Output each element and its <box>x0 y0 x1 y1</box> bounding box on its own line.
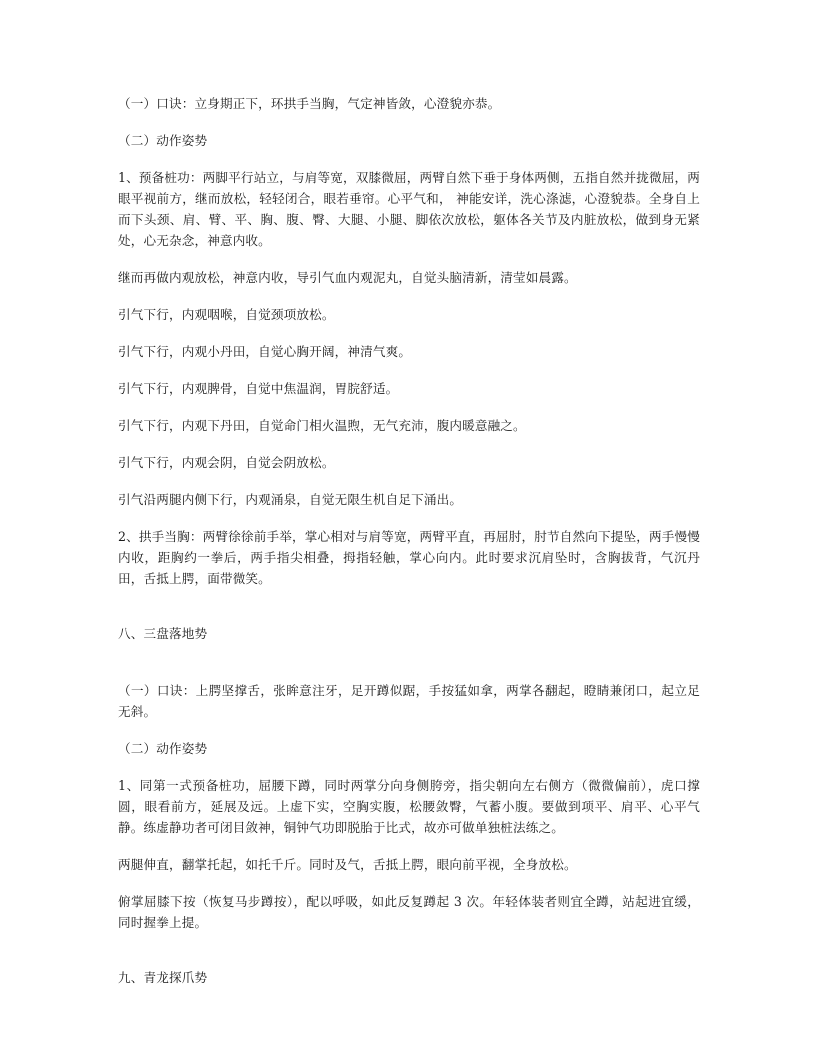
subsection-title: （二）动作姿势 <box>118 741 208 756</box>
body-paragraph: 1、预备桩功：两脚平行站立，与肩等宽，双膝微屈，两臂自然下垂于身体两侧，五指自然并拢微屈，两眼平视前方，继而放松，轻轻闭合，眼若垂帘。心平气和， 神能安详，洗心涤滤，心澄貌恭。全身自上而下头颈、肩、臂、平、胸、腹、臀、大腿、小腿、脚依次放松，躯体各关节及内脏放松，做到身无紧处，心无杂念，神意内收。 <box>118 170 700 248</box>
body-paragraph: 引气下行，内观咽喉，自觉颈项放松。 <box>118 307 335 322</box>
body-paragraph: 引气下行，内观小丹田，自觉心胸开阔，神清气爽。 <box>118 344 412 359</box>
section-heading: 九、青龙探爪势 <box>118 970 208 985</box>
body-paragraph: 两腿伸直，翻掌托起，如托千斤。同时及气，舌抵上腭，眼向前平视，全身放松。 <box>118 857 577 872</box>
body-paragraph: 引气下行，内观会阴，自觉会阴放松。 <box>118 455 335 470</box>
body-paragraph: 1、同第一式预备桩功，屈腰下蹲，同时两掌分向身侧胯旁，指尖朝向左右侧方（微微偏前），虎口撑圆，眼看前方，延展及远。上虚下实，空胸实腹，松腰敛臀，气蓄小腹。要做到项平、肩平、心平气静。练虚静功者可闭目敛神，铜钟气功即脱胎于比式，故亦可做单独桩法练之。 <box>118 778 700 835</box>
document-page <box>118 93 700 988</box>
body-paragraph: 俯掌屈膝下按（恢复马步蹲按），配以呼吸，如此反复蹲起 3 次。年轻体装者则宜全蹲，站起进宜缓，同时握拳上提。 <box>118 894 700 930</box>
subsection-title: （二）动作姿势 <box>118 133 208 148</box>
verse-paragraph: （一）口诀：立身期正下，环拱手当胸，气定神皆敛，心澄貌亦恭。 <box>118 96 501 111</box>
section-heading: 八、三盘落地势 <box>118 626 208 641</box>
body-paragraph: 引气下行，内观下丹田，自觉命门相火温煦，无气充沛，腹内暖意融之。 <box>118 418 526 433</box>
body-paragraph: 继而再做内观放松，神意内收，导引气血内观泥丸，自觉头脑清新，清莹如晨露。 <box>118 270 577 285</box>
body-paragraph: 引气下行，内观脾骨，自觉中焦温润，胃脘舒适。 <box>118 381 399 396</box>
body-paragraph: 2、拱手当胸：两臂徐徐前手举，掌心相对与肩等宽，两臂平直，再屈肘，肘节自然向下提坠，两手慢慢内收，距胸约一拳后，两手指尖相叠，拇指轻触，掌心向内。此时要求沉肩坠时，含胸拔背，气沉丹田，舌抵上腭，面带微笑。 <box>118 529 700 586</box>
body-paragraph: 引气沿两腿内侧下行，内观涌泉，自觉无限生机自足下涌出。 <box>118 492 463 507</box>
verse-paragraph: （一）口诀：上腭坚撑舌，张眸意注牙，足开蹲似踞，手按猛如拿，两掌各翻起，瞪睛兼闭口，起立足无斜。 <box>118 683 700 719</box>
